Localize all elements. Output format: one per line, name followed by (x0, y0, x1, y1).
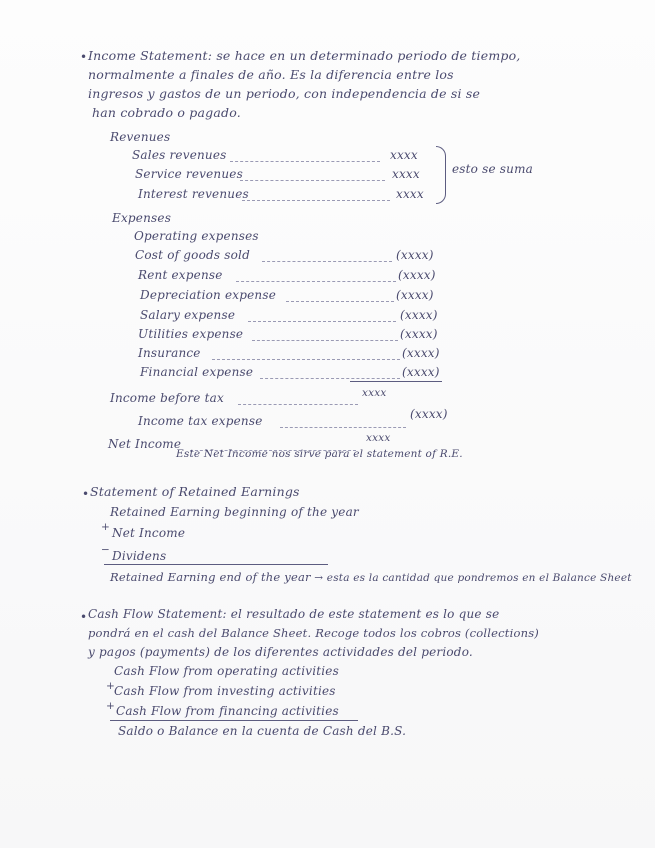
expense-item-label: Utilities expense (138, 327, 244, 341)
leader-line (240, 180, 385, 181)
income-tax-label: Income tax expense (138, 414, 263, 428)
revenue-item-label: Sales revenues (132, 148, 227, 162)
leader-line (230, 161, 380, 162)
cashflow-desc-line: pondrá en el cash del Balance Sheet. Recoge todos los cobros (collections) (88, 626, 539, 640)
plus-sign: + (106, 680, 115, 692)
plus-sign: + (106, 700, 115, 712)
retained-line: Net Income (112, 526, 186, 540)
cashflow-item: Cash Flow from operating activities (114, 664, 339, 678)
expense-item-value: (xxxx) (402, 365, 440, 379)
plus-sign: + (101, 521, 110, 533)
bullet: • (80, 610, 88, 624)
leader-line (262, 261, 392, 262)
leader-line (286, 301, 394, 302)
income-desc-line: normalmente a finales de año. Es la diferencia entre los (88, 67, 454, 82)
net-income-value: xxxx (366, 432, 391, 444)
revenues-label: Revenues (110, 130, 171, 144)
total-rule (104, 564, 328, 565)
expense-item-label: Insurance (138, 346, 201, 360)
revenue-item-label: Service revenues (135, 167, 243, 181)
leader-line (238, 404, 358, 405)
revenue-item-value: xxxx (390, 148, 418, 162)
net-income-note: Este Net Income nos sirve para el statement of R.E. (176, 448, 463, 460)
cashflow-result: Saldo o Balance en la cuenta de Cash del B.S. (118, 724, 407, 738)
operating-expenses-label: Operating expenses (134, 229, 259, 243)
expense-item-label: Financial expense (140, 365, 254, 379)
minus-sign: − (101, 544, 110, 556)
leader-line (280, 427, 406, 428)
subtotal-rule (350, 381, 442, 382)
cashflow-desc-line: y pagos (payments) de los diferentes actividades del periodo. (88, 645, 473, 659)
expense-item-value: (xxxx) (396, 248, 434, 262)
revenue-item-value: xxxx (396, 187, 424, 201)
expense-item-value: (xxxx) (400, 308, 438, 322)
leader-line (236, 281, 396, 282)
expense-item-label: Depreciation expense (140, 288, 277, 302)
bullet: • (82, 487, 90, 501)
retained-line: Retained Earning beginning of the year (110, 505, 359, 519)
income-tax-value: (xxxx) (410, 407, 448, 421)
leader-line (242, 200, 390, 201)
expense-item-value: (xxxx) (398, 268, 436, 282)
expense-item-label: Cost of goods sold (135, 248, 250, 262)
expense-item-value: (xxxx) (402, 346, 440, 360)
retained-heading: Statement of Retained Earnings (90, 484, 300, 499)
sum-note: esto se suma (452, 162, 534, 176)
bullet: • (80, 50, 88, 64)
cashflow-item: Cash Flow from investing activities (114, 684, 336, 698)
cashflow-heading: Cash Flow Statement: el resultado de este statement es lo que se (88, 607, 500, 621)
income-desc-line: ingresos y gastos de un periodo, con independencia de si se (88, 86, 481, 101)
expense-item-value: (xxxx) (400, 327, 438, 341)
revenue-item-value: xxxx (392, 167, 420, 181)
income-desc-line: han cobrado o pagado. (92, 105, 241, 120)
income-before-tax-label: Income before tax (110, 391, 224, 405)
income-heading: Income Statement: se hace en un determinado periodo de tiempo, (88, 48, 521, 63)
expense-item-value: (xxxx) (396, 288, 434, 302)
revenue-item-label: Interest revenues (138, 187, 249, 201)
leader-line (260, 378, 400, 379)
leader-line (252, 340, 398, 341)
cashflow-item: Cash Flow from financing activities (116, 704, 339, 718)
total-rule (110, 720, 358, 721)
income-before-tax-value: xxxx (362, 387, 387, 399)
retained-line: Dividens (112, 549, 167, 563)
expense-item-label: Salary expense (140, 308, 236, 322)
net-income-label: Net Income (108, 437, 182, 451)
sum-brace (436, 146, 446, 204)
leader-line (212, 359, 400, 360)
expense-item-label: Rent expense (138, 268, 223, 282)
retained-result: Retained Earning end of the year → esta es la cantidad que pondremos en el Balance Sheet (110, 570, 632, 584)
leader-line (248, 321, 396, 322)
expenses-label: Expenses (112, 211, 172, 225)
